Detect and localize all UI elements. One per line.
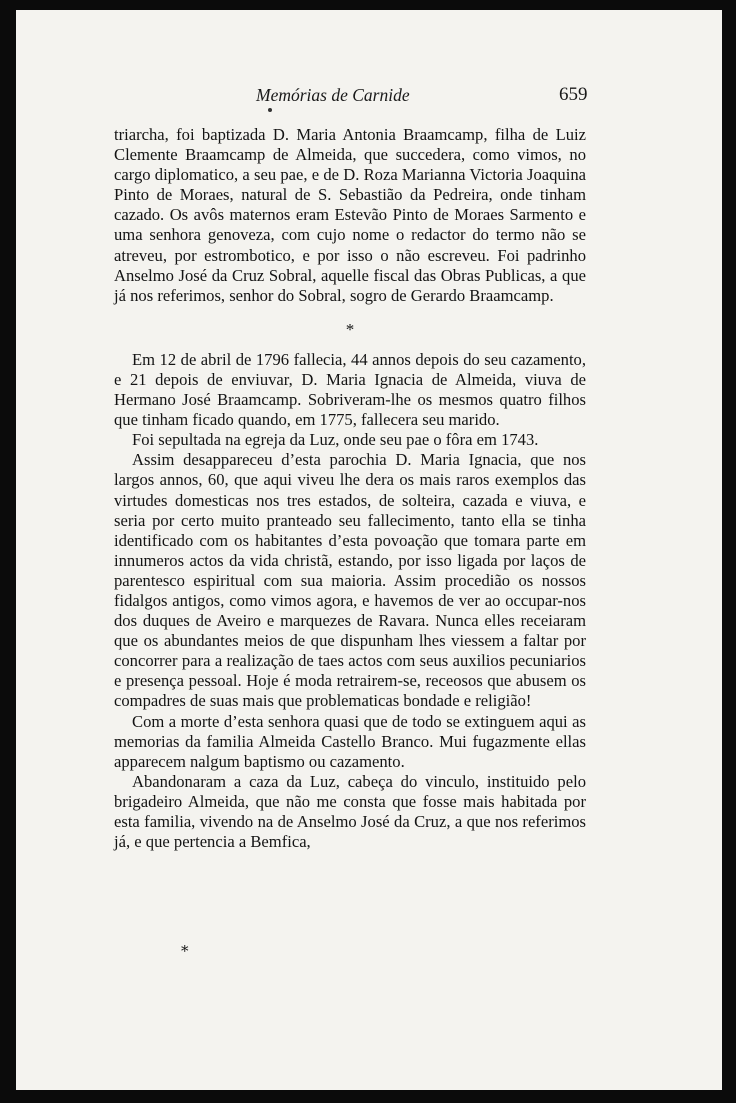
page-number: 659 — [559, 84, 588, 105]
paragraph-1: triarcha, foi baptizada D. Maria Antonia Braamcamp, filha de Luiz Clemente Braamcamp de Almeida, que succedera, como vimos, no cargo diplomatico, a seu pae, e de D. Roza Marianna Victoria Joaquina Pinto de Moraes, natural de S. Sebastião da Pedreira, onde tinham cazado. Os avôs maternos eram Estevão Pinto de Moraes Sarmento e uma senhora genoveza, com cujo nome o redactor do termo não se atreveu, por estrombotico, e por isso o não escreveu. Foi padrinho Anselmo José da Cruz Sobral, aquelle fiscal das Obras Publicas, a que já nos referimos, senhor do Sobral, sogro de Gerardo Braamcamp. — [114, 125, 586, 305]
paragraph-3: Foi sepultada na egreja da Luz, onde seu pae o fôra em 1743. — [132, 430, 539, 450]
paragraph-6: Abandonaram a caza da Luz, cabeça do vinculo, instituido pelo brigadeiro Almeida, que não me consta que fosse mais habitada por esta familia, vivendo na de Anselmo José da Cruz, a que nos referimos já, e que pertencia a Bemfica, — [114, 771, 586, 852]
book-page — [16, 10, 722, 1090]
page-header — [16, 85, 722, 111]
paragraph-2: Em 12 de abril de 1796 fallecia, 44 annos depois do seu cazamento, e 21 depois de enviuvar, D. Maria Ignacia de Almeida, viuva de Hermano José Braamcamp. Sobriveram-lhe os mesmos quatro filhos que tinham ficado quando, em 1775, fallecera seu marido. — [114, 349, 586, 430]
paragraph-4: Assim desappareceu d’esta parochia D. Maria Ignacia, que nos largos annos, 60, que aqui viveu lhe dera os mais raros exemplos das virtudes domesticas nos tres estados, de solteira, cazada e viuva, e seria por certo muito pranteado seu fallecimento, tanto ella se tinha identificado com os habitantes d’esta povoação que tomara parte em innumeros actos da vida christã, estando, por isso ligada por laços de parentesco espiritual com sua maioria. Assim procedião os nossos fidalgos antigos, como vimos agora, e havemos de ver ao occupar-nos dos duques de Aveiro e marquezes de Ravara. Nunca elles receiaram que os abundantes meios de que dispunham lhes viessem a faltar por concorrer para a realização de taes actos com seus auxilios pecuniarios e presença pessoal. Hoje é moda retrairem-se, receosos que abusem os compadres de suas mais que problematicas bondade e religião! — [114, 450, 586, 711]
footer-asterisk: * — [181, 942, 189, 960]
running-title: Memórias de Carnide — [256, 85, 410, 105]
body-text — [114, 125, 586, 852]
section-asterism: * — [345, 319, 355, 339]
paragraph-5: Com a morte d’esta senhora quasi que de todo se extinguem aqui as memorias da familia Almeida Castello Branco. Mui fugazmente ellas apparecem nalgum baptismo ou cazamento. — [114, 711, 586, 771]
